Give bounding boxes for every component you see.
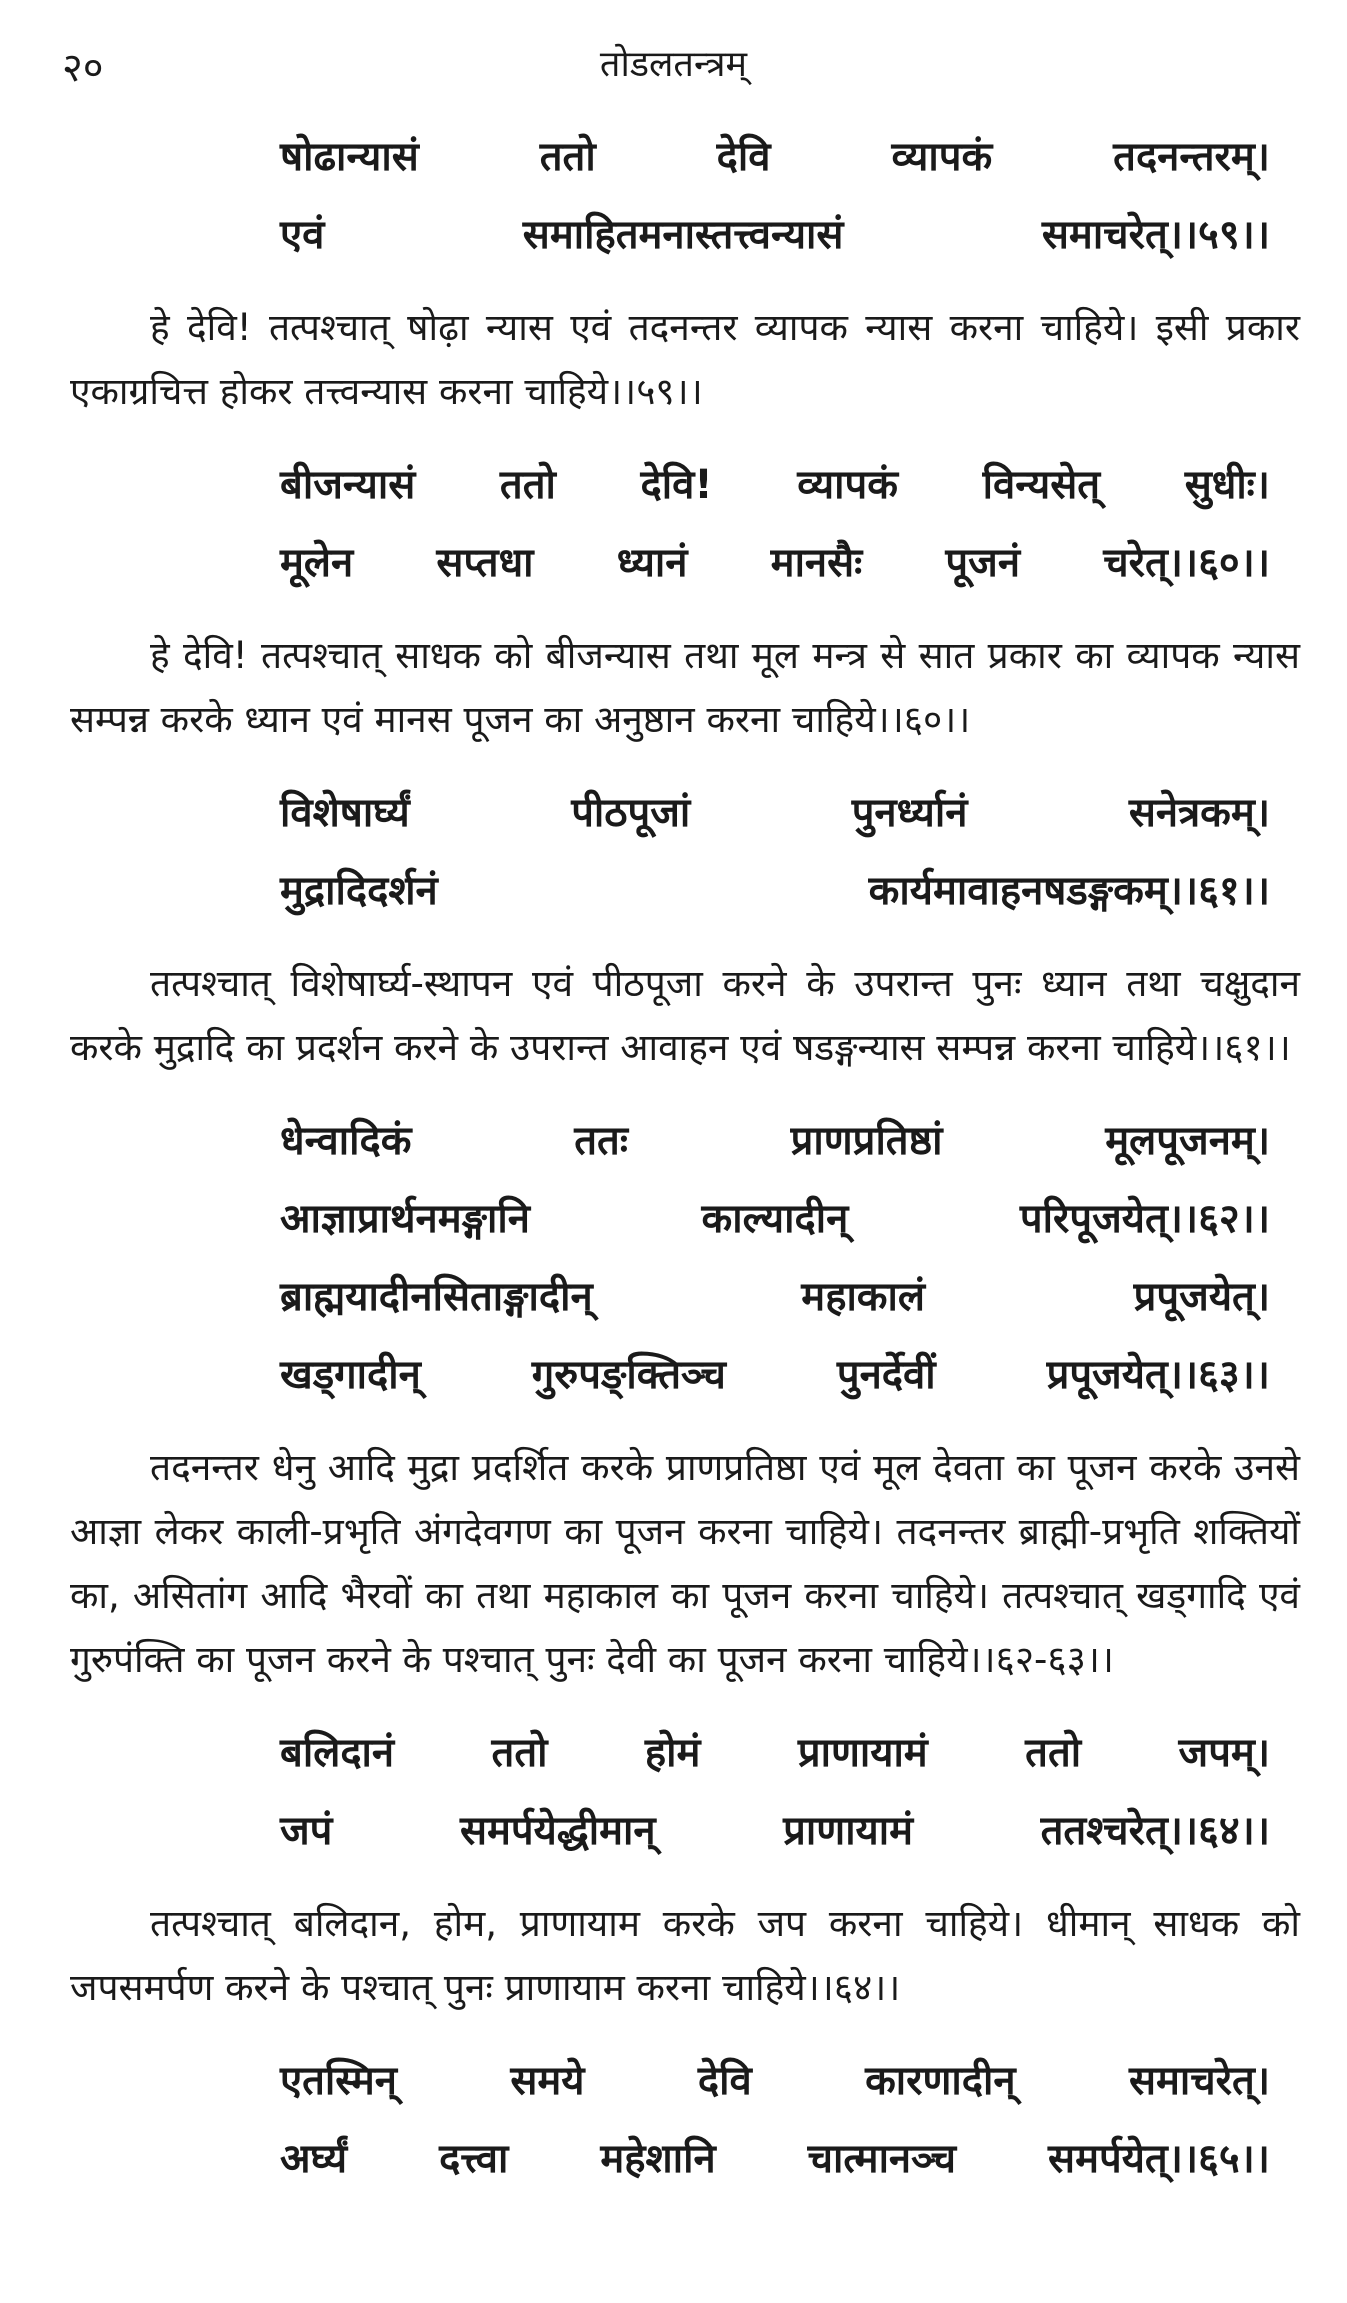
verse-line (280, 118, 1270, 196)
commentary-paragraph: हे देवि! तत्पश्चात् षोढ़ा न्यास एवं तदनन्तर व्यापक न्यास करना चाहिये। इसी प्रकार एकाग्रचित्त होकर तत्त्वन्यास करना चाहिये।।५९।। (70, 306, 1300, 413)
verse-word: समये (510, 2058, 585, 2104)
verse-word: धेन्वादिकं (280, 1118, 412, 1164)
verse-block (280, 2042, 1270, 2198)
verse-word: देवि (716, 134, 771, 180)
commentary-paragraph: तदनन्तर धेनु आदि मुद्रा प्रदर्शित करके प्राणप्रतिष्ठा एवं मूल देवता का पूजन करके उनसे आज्ञा लेकर काली-प्रभृति अंगदेवगण का पूजन करना चाहिये। तदनन्तर ब्राह्मी-प्रभृति शक्तियों का, असितांग आदि भैरवों का तथा महाकाल का पूजन करना चाहिये। तत्पश्चात् खड्गादि एवं गुरुपंक्ति का पूजन करने के पश्चात् पुनः देवी का पूजन करना चाहिये।।६२-६३।। (70, 1446, 1300, 1681)
verse-word: ततो (491, 1730, 548, 1776)
verse-word: गुरुपङ्क्तिञ्च (531, 1352, 726, 1398)
page-header (0, 38, 1347, 98)
verse-word: व्यापकं (797, 462, 898, 508)
verse-word: प्राणप्रतिष्ठां (790, 1118, 943, 1164)
verse-word: मूलपूजनम्। (1105, 1118, 1270, 1164)
verse-word: देवि! (640, 462, 713, 508)
page-body (70, 118, 1300, 2198)
verse-word: आज्ञाप्रार्थनमङ्गानि (280, 1196, 530, 1242)
verse-line (280, 2042, 1270, 2120)
page-number: २० (62, 45, 104, 91)
verse-word: समाहितमनास्तत्त्वन्यासं (522, 212, 844, 258)
verse-word: पुनर्ध्यानं (851, 790, 968, 836)
verse-line (280, 1714, 1270, 1792)
verse-line (280, 774, 1270, 852)
verse-block (280, 1714, 1270, 1870)
verse-word: महाकालं (801, 1274, 926, 1320)
verse-word: प्राणायामं (797, 1730, 928, 1776)
verse-word: प्रपूजयेत्।।६३।। (1046, 1352, 1270, 1398)
verse-line (280, 1102, 1270, 1180)
verse-word: कार्यमावाहनषडङ्गकम्।।६१।। (868, 868, 1270, 914)
verse-word: अर्घ्यं (280, 2136, 348, 2182)
verse-word: समाचरेत्। (1128, 2058, 1270, 2104)
verse-word: बलिदानं (280, 1730, 395, 1776)
verse-word: ततः (574, 1118, 628, 1164)
commentary-paragraph: तत्पश्चात् बलिदान, होम, प्राणायाम करके जप करना चाहिये। धीमान् साधक को जपसमर्पण करने के पश्चात् पुनः प्राणायाम करना चाहिये।।६४।। (70, 1902, 1300, 2009)
verse-word: मानसैः (770, 540, 863, 586)
verse-word: समर्पयेद्धीमान् (459, 1808, 656, 1854)
verse-line (280, 2120, 1270, 2198)
verse-block (280, 774, 1270, 930)
verse-word: दत्त्वा (439, 2136, 509, 2182)
verse-word: सप्तधा (436, 540, 534, 586)
verse-word: ततश्चरेत्।।६४।। (1040, 1808, 1270, 1854)
verse-word: ध्यानं (616, 540, 688, 586)
verse-word: काल्यादीन् (701, 1196, 849, 1242)
verse-block (280, 446, 1270, 602)
verse-word: चात्मानञ्च (807, 2136, 957, 2182)
verse-line (280, 196, 1270, 274)
verse-line (280, 1336, 1270, 1414)
verse-word: व्यापकं (891, 134, 993, 180)
verse-line (280, 1258, 1270, 1336)
verse-word: प्राणायामं (783, 1808, 914, 1854)
verse-word: जपम्। (1178, 1730, 1270, 1776)
verse-word: ततो (539, 134, 596, 180)
verse-word: समाचरेत्।।५९।। (1041, 212, 1270, 258)
verse-word: विशेषार्घ्यं (280, 790, 410, 836)
commentary-paragraph: तत्पश्चात् विशेषार्घ्य-स्थापन एवं पीठपूजा करने के उपरान्त पुनः ध्यान तथा चक्षुदान करके मुद्रादि का प्रदर्शन करने के उपरान्त आवाहन एवं षडङ्गन्यास सम्पन्न करना चाहिये।।६१।। (70, 962, 1300, 1069)
verse-word: चरेत्।।६०।। (1103, 540, 1270, 586)
verse-line (280, 524, 1270, 602)
verse-word: सनेत्रकम्। (1128, 790, 1270, 836)
verse-line (280, 852, 1270, 930)
verse-word: मूलेन (280, 540, 354, 586)
verse-word: सुधीः। (1184, 462, 1270, 508)
verse-word: पूजनं (945, 540, 1021, 586)
verse-word: पीठपूजां (571, 790, 691, 836)
running-title: तोडलतन्त्रम् (599, 44, 748, 85)
verse-word: तदनन्तरम्। (1113, 134, 1270, 180)
verse-line (280, 1792, 1270, 1870)
verse-line (280, 1180, 1270, 1258)
verse-word: समर्पयेत्।।६५।। (1048, 2136, 1270, 2182)
verse-word: षोढान्यासं (280, 134, 419, 180)
verse-word: पुनर्देवीं (836, 1352, 936, 1398)
verse-word: बीजन्यासं (280, 462, 416, 508)
commentary-paragraph: हे देवि! तत्पश्चात् साधक को बीजन्यास तथा मूल मन्त्र से सात प्रकार का व्यापक न्यास सम्पन्न करके ध्यान एवं मानस पूजन का अनुष्ठान करना चाहिये।।६०।। (70, 634, 1300, 741)
verse-word: मुद्रादिदर्शनं (280, 868, 438, 914)
verse-word: एतस्मिन् (280, 2058, 397, 2104)
verse-word: परिपूजयेत्।।६२।। (1019, 1196, 1270, 1242)
verse-word: विन्यसेत् (982, 462, 1101, 508)
verse-line (280, 446, 1270, 524)
verse-word: कारणादीन् (865, 2058, 1016, 2104)
verse-word: महेशानि (600, 2136, 716, 2182)
verse-word: ब्राह्मयादीनसिताङ्गादीन् (280, 1274, 593, 1320)
verse-block (280, 118, 1270, 274)
verse-word: होमं (644, 1730, 701, 1776)
verse-word: ततो (499, 462, 556, 508)
verse-block (280, 1102, 1270, 1414)
verse-word: जपं (280, 1808, 333, 1854)
verse-word: खड्गादीन् (280, 1352, 421, 1398)
verse-word: ततो (1025, 1730, 1082, 1776)
verse-word: देवि (697, 2058, 752, 2104)
verse-word: प्रपूजयेत्। (1133, 1274, 1270, 1320)
verse-word: एवं (280, 212, 325, 258)
